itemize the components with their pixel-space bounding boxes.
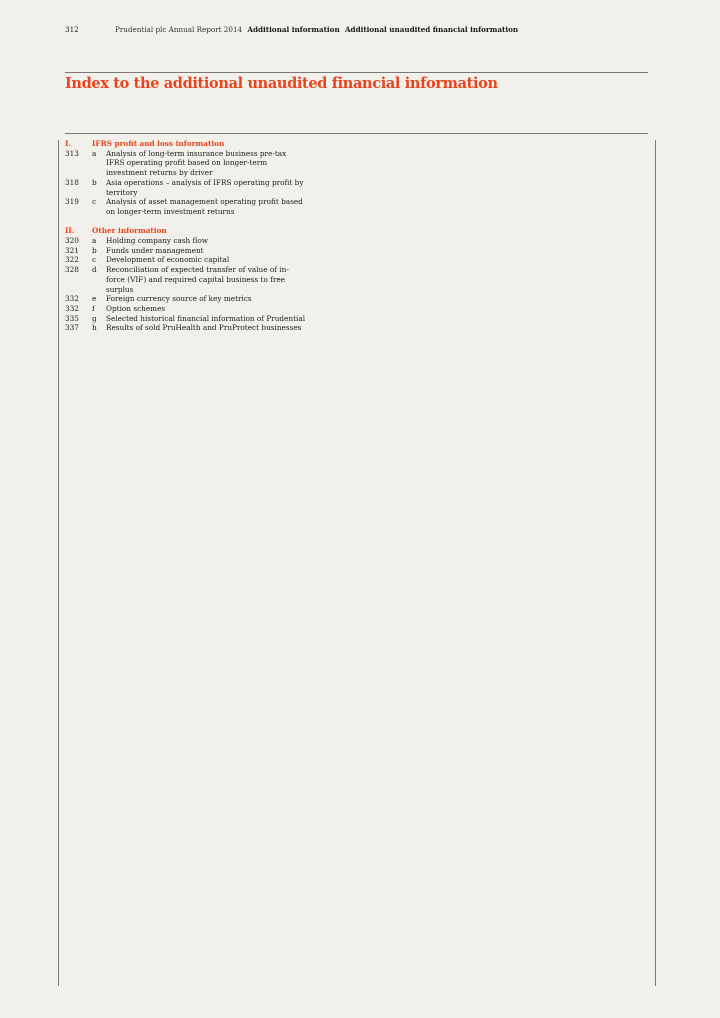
section-heading [65, 226, 325, 236]
left-margin-line [58, 140, 59, 986]
section-name: Additional information [247, 25, 340, 34]
entry-title: Selected historical financial information of Prudential [106, 313, 306, 323]
content-divider [65, 133, 648, 134]
index-entry[interactable] [65, 255, 325, 265]
index-entry[interactable] [65, 294, 325, 304]
index-entry[interactable] [65, 197, 325, 216]
entry-letter: e [92, 294, 97, 304]
index-entry[interactable] [65, 314, 325, 324]
index-entry[interactable] [65, 265, 325, 294]
index-entry[interactable] [65, 236, 325, 246]
entry-page: 313 [65, 148, 79, 158]
entry-letter: d [92, 265, 97, 275]
section-title: IFRS profit and loss information [92, 139, 225, 148]
page-number: 312 [65, 25, 79, 34]
top-divider [65, 72, 648, 73]
entry-title: Foreign currency source of key metrics [106, 294, 252, 304]
entry-letter: c [92, 255, 97, 265]
entry-page: 328 [65, 265, 79, 275]
report-title: Prudential plc Annual Report 2014 [115, 25, 243, 34]
entry-title: Development of economic capital [106, 255, 230, 265]
entry-page: 322 [65, 255, 79, 265]
entry-title: Asia operations – analysis of IFRS operating profit by territory [106, 177, 304, 197]
section-heading [65, 139, 325, 149]
entry-page: 321 [65, 245, 79, 255]
entry-letter: g [92, 313, 97, 323]
entry-title: Analysis of asset management operating profit based on longer-term investment returns [106, 197, 303, 216]
entry-title: Results of sold PruHealth and PruProtect businesses [106, 323, 302, 333]
entry-page: 319 [65, 197, 79, 207]
entry-title: Funds under management [106, 245, 204, 255]
entry-page: 332 [65, 294, 79, 304]
entry-title: Option schemes [106, 303, 166, 313]
index-entry[interactable] [65, 246, 325, 256]
entry-letter: b [92, 177, 97, 187]
section-title: Other information [92, 226, 167, 236]
section-numeral: II. [65, 226, 75, 236]
entry-page: 335 [65, 313, 79, 323]
entry-letter: b [92, 245, 97, 255]
entry-letter: a [92, 236, 97, 246]
index-section [65, 139, 325, 217]
entry-letter: h [92, 323, 97, 333]
index-entry[interactable] [65, 323, 325, 333]
index-entry[interactable] [65, 304, 325, 314]
entry-letter: c [92, 197, 97, 207]
index-list [65, 139, 325, 343]
index-entry[interactable] [65, 178, 325, 197]
right-margin-line [655, 140, 656, 986]
entry-page: 318 [65, 177, 79, 187]
entry-title: Analysis of long-term insurance business pre-tax IFRS operating profit based on longer-term investment returns by driver [106, 148, 287, 178]
entry-title: Reconciliation of expected transfer of value of in-force (VIF) and required capital business to free surplus [106, 265, 289, 294]
entry-letter: f [92, 303, 95, 313]
entry-page: 332 [65, 303, 79, 313]
index-section [65, 226, 325, 333]
index-entry[interactable] [65, 149, 325, 178]
entry-page: 320 [65, 236, 79, 246]
entry-page: 337 [65, 323, 79, 333]
entry-title: Holding company cash flow [106, 236, 209, 246]
entry-letter: a [92, 148, 97, 158]
subsection-name: Additional unaudited financial information [344, 25, 519, 34]
section-numeral: I. [65, 139, 71, 148]
page-title: Index to the additional unaudited financial information [65, 75, 498, 92]
running-header [65, 25, 518, 34]
